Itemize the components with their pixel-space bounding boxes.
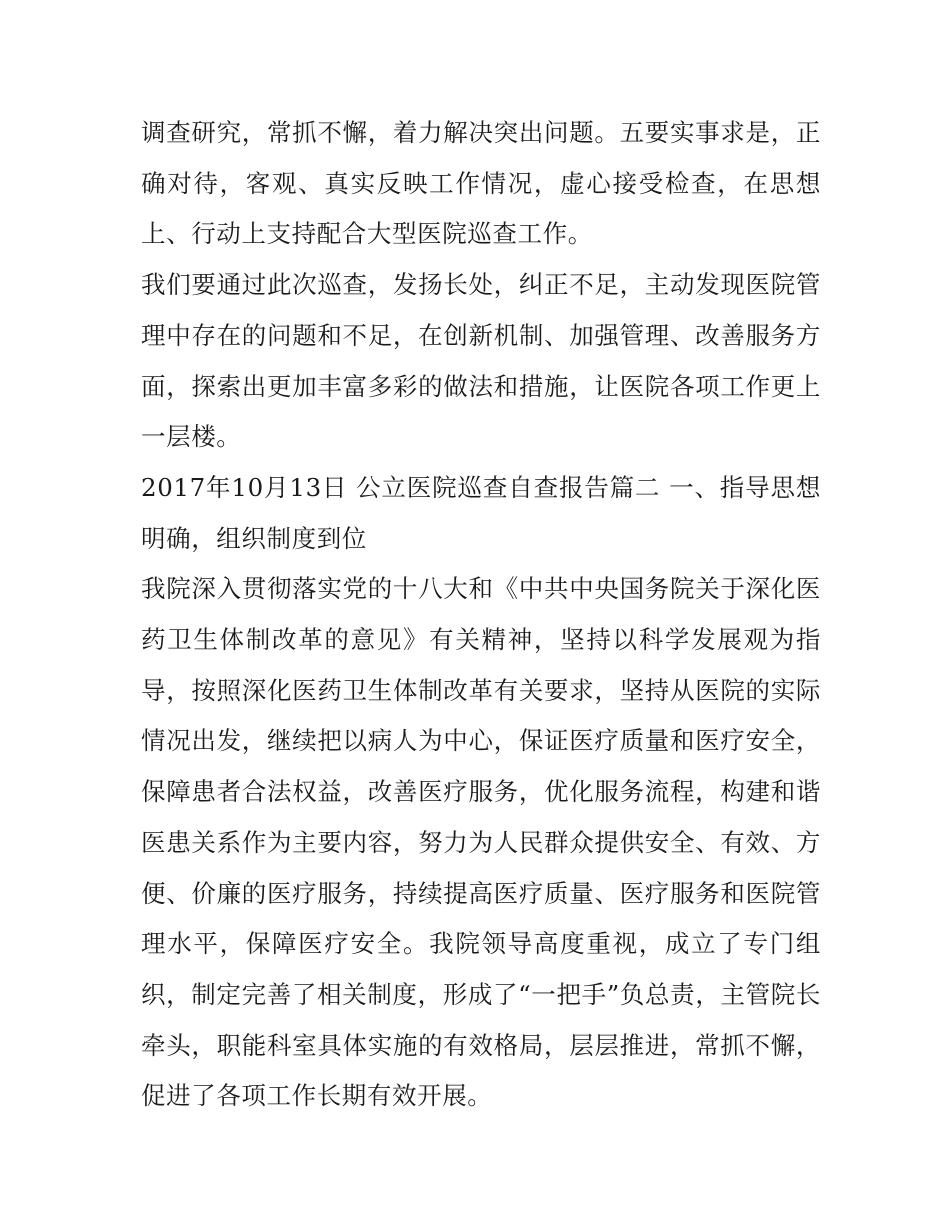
paragraph-date-heading: 2017年10月13日 公立医院巡查自查报告篇二 一、指导思想明确，组织制度到位 [141, 472, 821, 553]
paragraph-continuation: 调查研究，常抓不懈，着力解决突出问题。五要实事求是，正确对待，客观、真实反映工作情况，虚心接受检查，在思想上、行动上支持配合大型医院巡查工作。 [141, 118, 821, 249]
document-body [141, 108, 821, 1122]
paragraph-inspection-goals: 我们要通过此次巡查，发扬长处，纠正不足，主动发现医院管理中存在的问题和不足，在创新机制、加强管理、改善服务方面，探索出更加丰富多彩的做法和措施，让医院各项工作更上一层楼。 [141, 270, 821, 452]
paragraph-hospital-report: 我院深入贯彻落实党的十八大和《中共中央国务院关于深化医药卫生体制改革的意见》有关精神，坚持以科学发展观为指导，按照深化医药卫生体制改革有关要求，坚持从医院的实际情况出发，继续把以病人为中心，保证医疗质量和医疗安全，保障患者合法权益，改善医疗服务，优化服务流程，构建和谐医患关系作为主要内容，努力为人民群众提供安全、有效、方便、价廉的医疗服务，持续提高医疗质量、医疗服务和医院管理水平，保障医疗安全。我院领导高度重视，成立了专门组织，制定完善了相关制度，形成了“一把手”负总责，主管院长牵头，职能科室具体实施的有效格局，层层推进，常抓不懈，促进了各项工作长期有效开展。 [141, 574, 821, 1111]
